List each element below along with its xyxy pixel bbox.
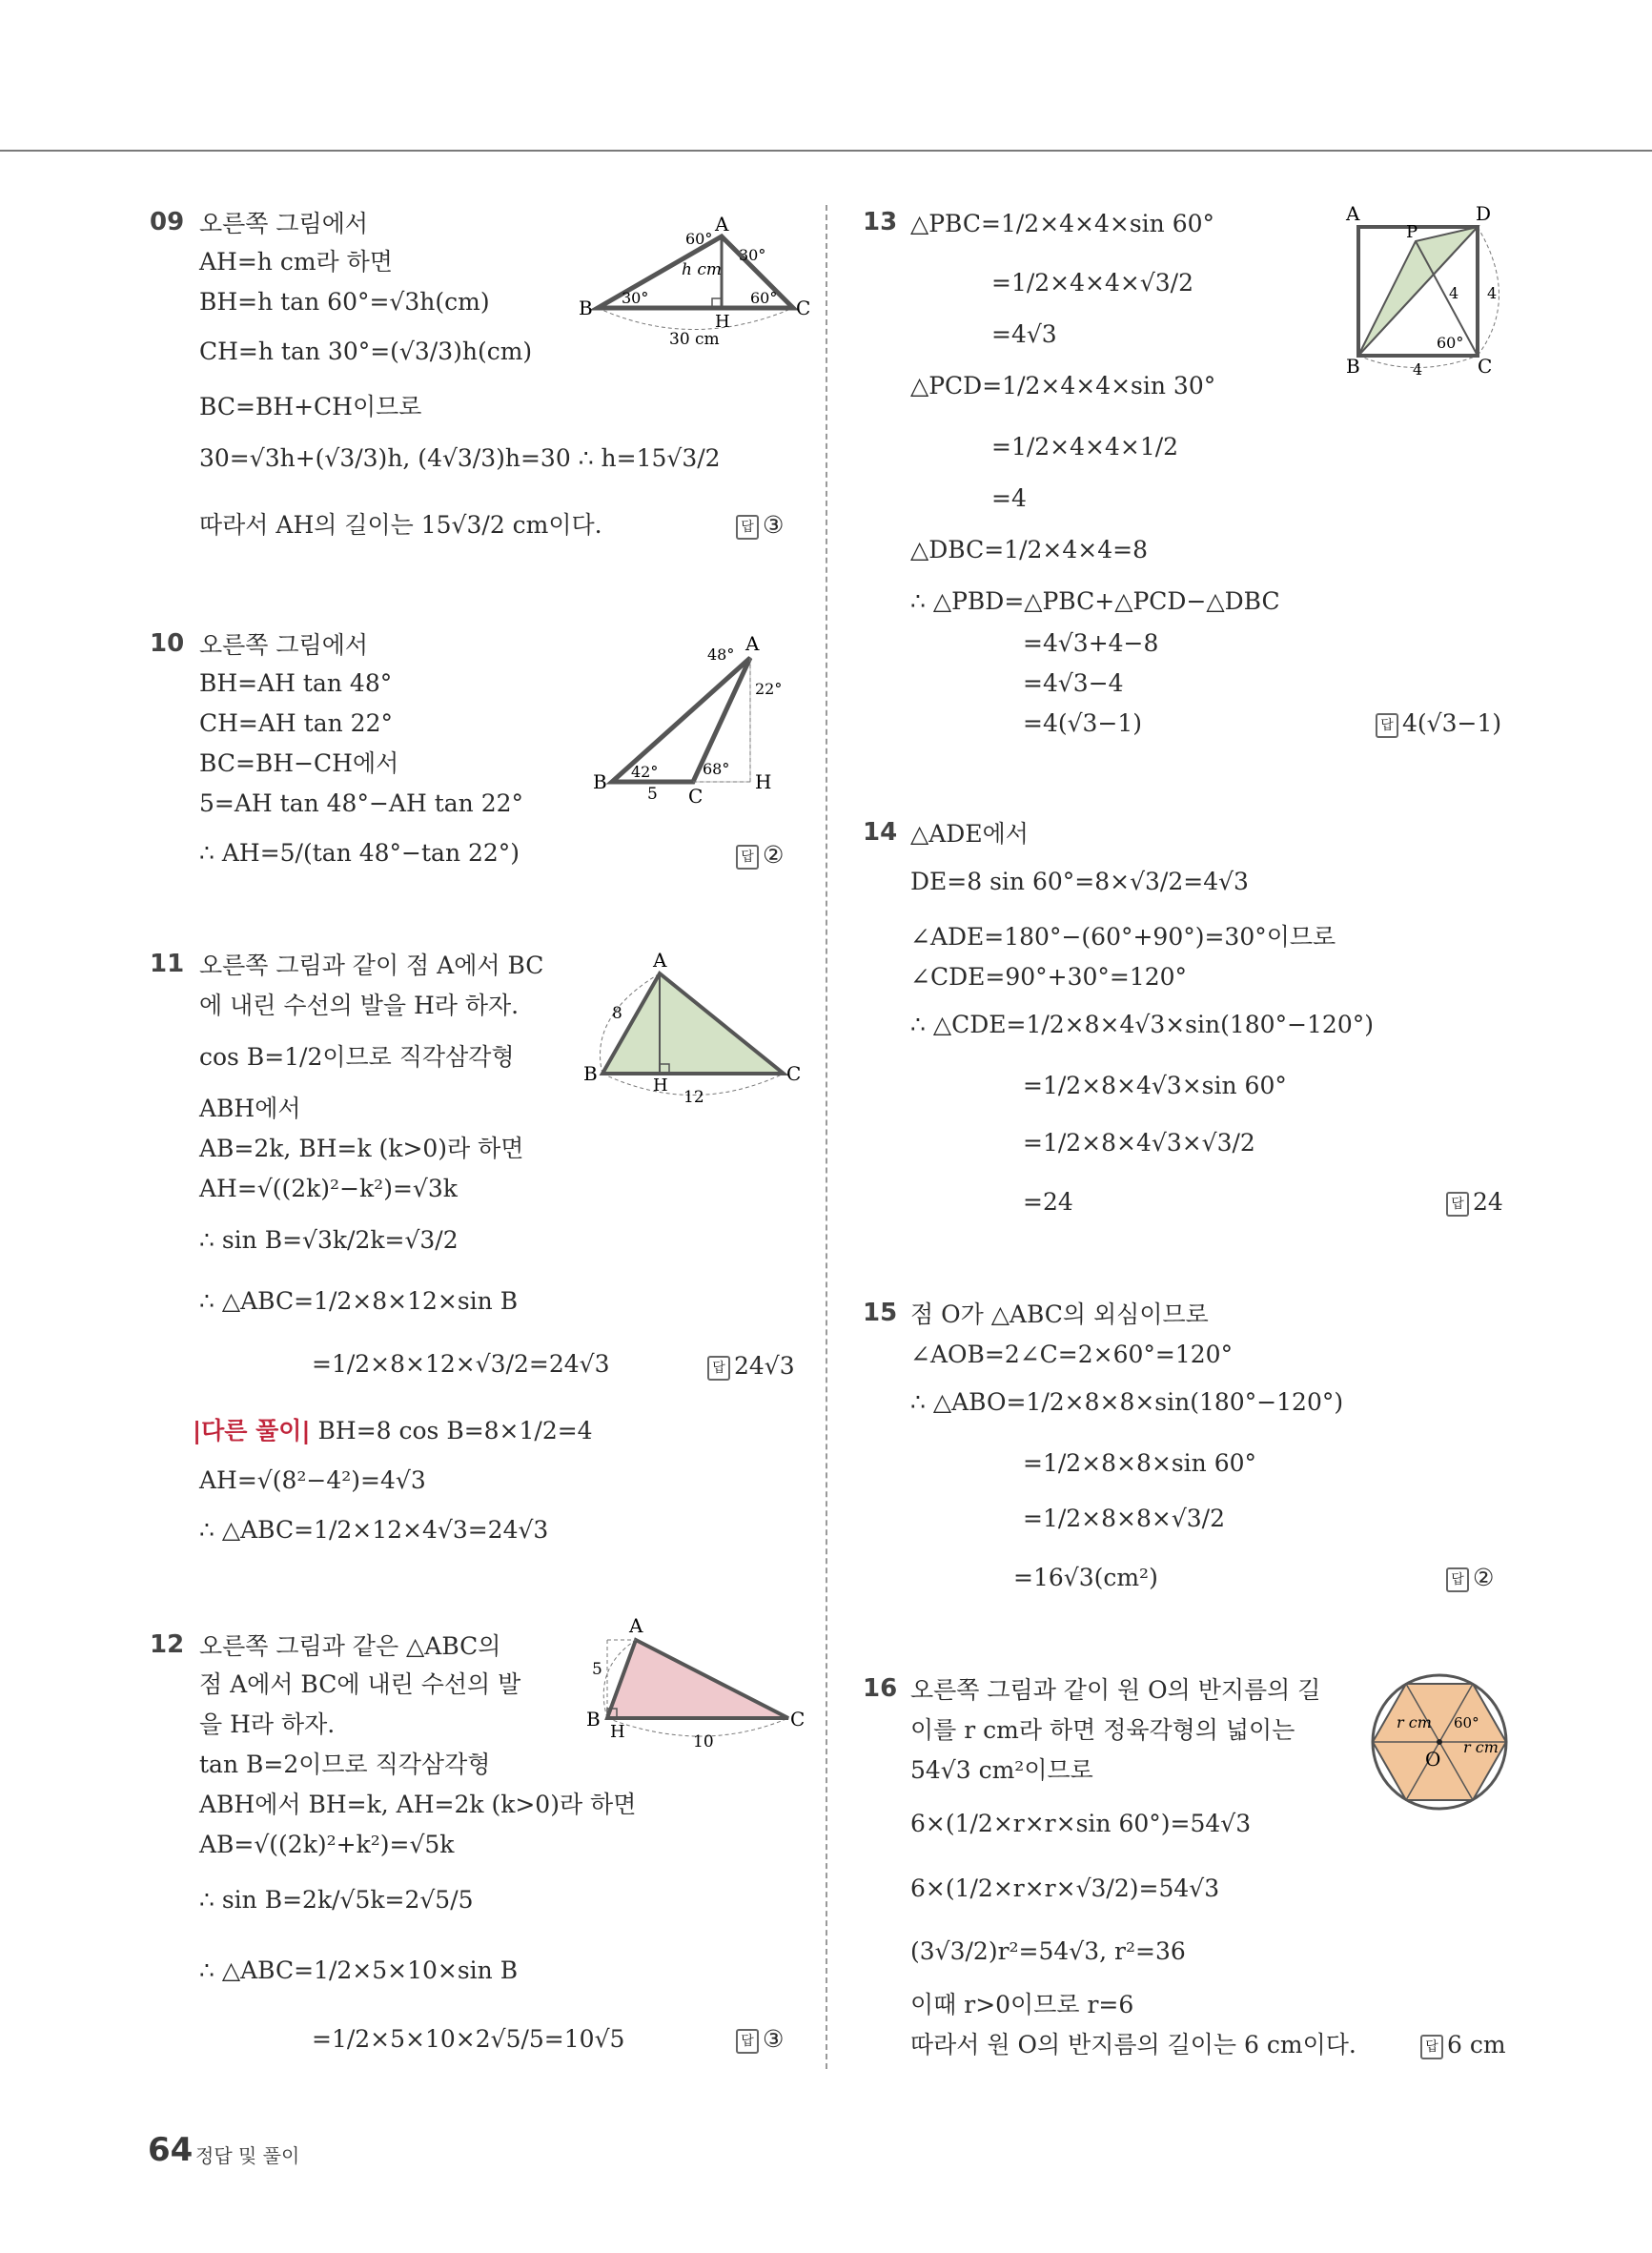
label-c: C (790, 1708, 806, 1731)
angle-label: 60° (1454, 1714, 1479, 1731)
answer-value: ③ (763, 2025, 785, 2053)
solution-line: ∴ sin B=√3k/2k=√3/2 (199, 1226, 459, 1254)
answer (736, 511, 784, 540)
label-p: P (1406, 222, 1418, 242)
figure-16 (1358, 1670, 1520, 1813)
side-label: 4 (1487, 284, 1498, 302)
solution-line: BH=h tan 60°=√3h(cm) (199, 288, 490, 316)
triangle (602, 973, 784, 1074)
solution-line: 따라서 AH의 길이는 15√3/2 cm이다. (199, 511, 602, 539)
solution-line: △DBC=1/2×4×4=8 (910, 536, 1148, 563)
solution-line: =1/2×8×4√3×sin 60° (1023, 1072, 1287, 1099)
solution-line: DE=8 sin 60°=8×√3/2=4√3 (910, 868, 1249, 895)
alt-solution-line (193, 1415, 593, 1447)
solution-line: 오른쪽 그림에서 (199, 210, 368, 237)
alt-solution-line: AH=√(8²−4²)=4√3 (199, 1466, 426, 1494)
solution-line: ∠ADE=180°−(60°+90°)=30°이므로 (910, 923, 1336, 951)
angle-c: 68° (703, 760, 730, 778)
base-label: 30 cm (669, 330, 720, 349)
answer-value: ② (1473, 1564, 1495, 1591)
solution-line: 6×(1/2×r×r×√3/2)=54√3 (910, 1874, 1220, 1902)
label-a: A (1346, 202, 1360, 225)
label-b: B (593, 770, 607, 793)
answer-icon: 답 (736, 515, 759, 540)
problem-15 (863, 1299, 1511, 1594)
angle-b: 30° (622, 289, 649, 307)
label-b: B (583, 1062, 598, 1085)
problem-number: 11 (150, 950, 185, 978)
angle-a1: 48° (707, 645, 735, 664)
solution-line: 이를 r cm라 하면 정육각형의 넓이는 (910, 1716, 1295, 1744)
solution-line: ∴ △ABC=1/2×5×10×sin B (199, 1956, 519, 1984)
problem-number: 16 (863, 1674, 898, 1703)
answer-icon: 답 (707, 1356, 730, 1381)
figure-12 (579, 1611, 807, 1754)
solution-line: =24 (1023, 1188, 1073, 1216)
solution-line: AH=h cm라 하면 (199, 248, 393, 276)
answer (1420, 2031, 1506, 2059)
solution-line: =4(√3−1) (1023, 709, 1143, 737)
problem-13 (863, 202, 1511, 742)
angle-a2: 22° (755, 680, 783, 698)
problem-number: 15 (863, 1299, 898, 1327)
label-c: C (796, 297, 811, 319)
solution-line: =1/2×8×4√3×√3/2 (1023, 1129, 1255, 1157)
solution-line: 오른쪽 그림과 같이 점 A에서 BC (199, 952, 544, 979)
alt-line: BH=8 cos B=8×1/2=4 (317, 1417, 593, 1444)
solution-line: 5=AH tan 48°−AH tan 22° (199, 789, 524, 817)
problem-number: 09 (150, 208, 185, 236)
solution-line: AB=2k, BH=k (k>0)라 하면 (199, 1135, 524, 1162)
solution-line: cos B=1/2이므로 직각삼각형 (199, 1043, 515, 1071)
label-o: O (1425, 1748, 1441, 1771)
pc-label: 4 (1449, 284, 1459, 302)
ab-label: 5 (592, 1660, 602, 1679)
solution-line: =4 (991, 484, 1027, 512)
r-label-1: r cm (1397, 1713, 1432, 1731)
solution-line: =4√3+4−8 (1023, 629, 1159, 657)
label-b: B (579, 297, 593, 319)
answer-value: 24√3 (734, 1352, 795, 1380)
solution-line: 점 O가 △ABC의 외심이므로 (910, 1301, 1209, 1328)
solution-line: ∴ sin B=2k/√5k=2√5/5 (199, 1886, 474, 1914)
problem-14 (863, 818, 1511, 1228)
answer-icon: 답 (1446, 1567, 1469, 1592)
answer-value: 6 cm (1447, 2031, 1506, 2058)
solution-line: =4√3−4 (1023, 669, 1124, 697)
solution-line: CH=h tan 30°=(√3/3)h(cm) (199, 338, 533, 365)
problem-number: 14 (863, 818, 898, 847)
answer (736, 841, 784, 870)
solution-line: 오른쪽 그림에서 (199, 631, 368, 659)
solution-line: =1/2×8×8×sin 60° (1023, 1449, 1257, 1477)
answer-icon: 답 (736, 2029, 759, 2054)
solution-line: 이때 r>0이므로 r=6 (910, 1991, 1134, 2018)
solution-line: AB=√((2k)²+k²)=√5k (199, 1831, 455, 1858)
label-c: C (786, 1062, 802, 1085)
solution-line: 점 A에서 BC에 내린 수선의 발 (199, 1670, 521, 1698)
solution-line: =1/2×5×10×2√5/5=10√5 (312, 2025, 625, 2053)
solution-line: 따라서 원 O의 반지름의 길이는 6 cm이다. (910, 2031, 1356, 2058)
label-h: H (653, 1075, 668, 1096)
answer-value: 24 (1473, 1188, 1503, 1216)
solution-line: ∠CDE=90°+30°=120° (910, 963, 1188, 991)
answer-icon: 답 (1446, 1192, 1469, 1217)
triangle (607, 1640, 788, 1718)
alt-solution-line: ∴ △ABC=1/2×12×4√3=24√3 (199, 1516, 549, 1544)
solution-line: △ADE에서 (910, 820, 1029, 848)
solution-line: =4√3 (991, 320, 1057, 348)
solution-line: BC=BH−CH에서 (199, 749, 399, 777)
solution-line: △PCD=1/2×4×4×sin 30° (910, 372, 1216, 399)
base-label: 12 (683, 1088, 704, 1107)
solution-line: =1/2×4×4×1/2 (991, 433, 1179, 461)
solution-line: BC=BH+CH이므로 (199, 393, 422, 420)
answer-value: ③ (763, 511, 785, 539)
solution-line: △PBC=1/2×4×4×sin 60° (910, 210, 1215, 237)
answer (707, 1352, 795, 1381)
solution-line: =16√3(cm²) (1013, 1564, 1158, 1591)
figure-10 (588, 629, 807, 810)
solution-line: ∴ △ABO=1/2×8×8×sin(180°−120°) (910, 1388, 1344, 1416)
problem-number: 13 (863, 208, 898, 236)
label-a: A (629, 1614, 643, 1637)
solution-line: =1/2×4×4×√3/2 (991, 269, 1193, 297)
problem-number: 10 (150, 629, 185, 658)
solution-line: 30=√3h+(√3/3)h, (4√3/3)h=30 ∴ h=15√3/2 (199, 444, 721, 472)
ab-label: 8 (612, 1004, 622, 1023)
figure-11 (579, 950, 807, 1112)
label-a: A (653, 949, 667, 972)
solution-line: 6×(1/2×r×r×sin 60°)=54√3 (910, 1810, 1252, 1837)
answer (1446, 1564, 1494, 1592)
bottom-label: 4 (1413, 360, 1423, 379)
solution-line: 54√3 cm²이므로 (910, 1756, 1093, 1784)
column-divider (826, 205, 827, 2069)
answer-icon: 답 (1420, 2035, 1443, 2059)
base-label: 5 (647, 785, 658, 804)
solution-line: =1/2×8×8×√3/2 (1023, 1505, 1225, 1532)
label-a: A (715, 213, 729, 236)
angle-a1: 60° (685, 230, 713, 248)
label-h: H (610, 1722, 625, 1742)
label-h: H (715, 312, 730, 332)
problem-12 (150, 1614, 806, 2079)
angle-label: 60° (1437, 334, 1464, 352)
h-label: h cm (682, 260, 722, 279)
label-c: C (688, 785, 704, 808)
angle-a2: 30° (739, 246, 766, 264)
problem-number: 12 (150, 1630, 185, 1659)
solution-line: 오른쪽 그림과 같은 △ABC의 (199, 1632, 501, 1660)
solution-line: BH=AH tan 48° (199, 669, 393, 697)
answer (736, 2025, 784, 2054)
label-c: C (1478, 355, 1493, 378)
answer-icon: 답 (1376, 713, 1398, 738)
solution-line: 에 내린 수선의 발을 H라 하자. (199, 992, 520, 1019)
answer (1446, 1188, 1503, 1217)
solution-line: ∴ △ABC=1/2×8×12×sin B (199, 1287, 519, 1315)
answer-value: ② (763, 841, 785, 869)
label-b: B (586, 1708, 601, 1731)
solution-line: ∠AOB=2∠C=2×60°=120° (910, 1341, 1234, 1368)
arc (598, 308, 793, 330)
solution-line: CH=AH tan 22° (199, 709, 393, 737)
label-a: A (745, 632, 760, 655)
answer-icon: 답 (736, 845, 759, 870)
solution-line: =1/2×8×12×√3/2=24√3 (312, 1350, 610, 1378)
figure-13 (1335, 203, 1506, 379)
answer (1376, 709, 1501, 738)
alt-solution-tag: |다른 풀이| (193, 1417, 311, 1444)
problem-16 (863, 1674, 1511, 2075)
problem-11 (150, 949, 802, 1569)
label-d: D (1476, 202, 1492, 225)
solution-line: ∴ △PBD=△PBC+△PCD−△DBC (910, 587, 1280, 615)
base-label: 10 (693, 1732, 714, 1751)
page-number: 64 (148, 2131, 194, 2169)
solution-line: 을 H라 하자. (199, 1710, 336, 1738)
solution-line: tan B=2이므로 직각삼각형 (199, 1751, 491, 1778)
footer-title: 정답 및 풀이 (195, 2144, 300, 2167)
problem-09 (150, 208, 811, 570)
solution-line: AH=√((2k)²−k²)=√3k (199, 1175, 458, 1202)
angle-b: 42° (631, 763, 659, 781)
solution-line: ∴ AH=5/(tan 48°−tan 22°) (199, 839, 520, 867)
top-rule (0, 150, 1652, 152)
solution-line: ABH에서 BH=k, AH=2k (k>0)라 하면 (199, 1791, 637, 1818)
label-b: B (1346, 355, 1360, 378)
angle-c: 60° (750, 289, 778, 307)
figure-09 (579, 208, 811, 360)
solution-line: ABH에서 (199, 1095, 301, 1122)
answer-value: 4(√3−1) (1402, 709, 1502, 737)
r-label-2: r cm (1463, 1738, 1499, 1756)
solution-line: 오른쪽 그림과 같이 원 O의 반지름의 길 (910, 1676, 1321, 1704)
problem-10 (150, 629, 798, 887)
solution-line: ∴ △CDE=1/2×8×4√3×sin(180°−120°) (910, 1011, 1374, 1038)
center-point (1437, 1739, 1442, 1745)
label-h: H (755, 770, 772, 793)
solution-line: (3√3/2)r²=54√3, r²=36 (910, 1937, 1186, 1965)
